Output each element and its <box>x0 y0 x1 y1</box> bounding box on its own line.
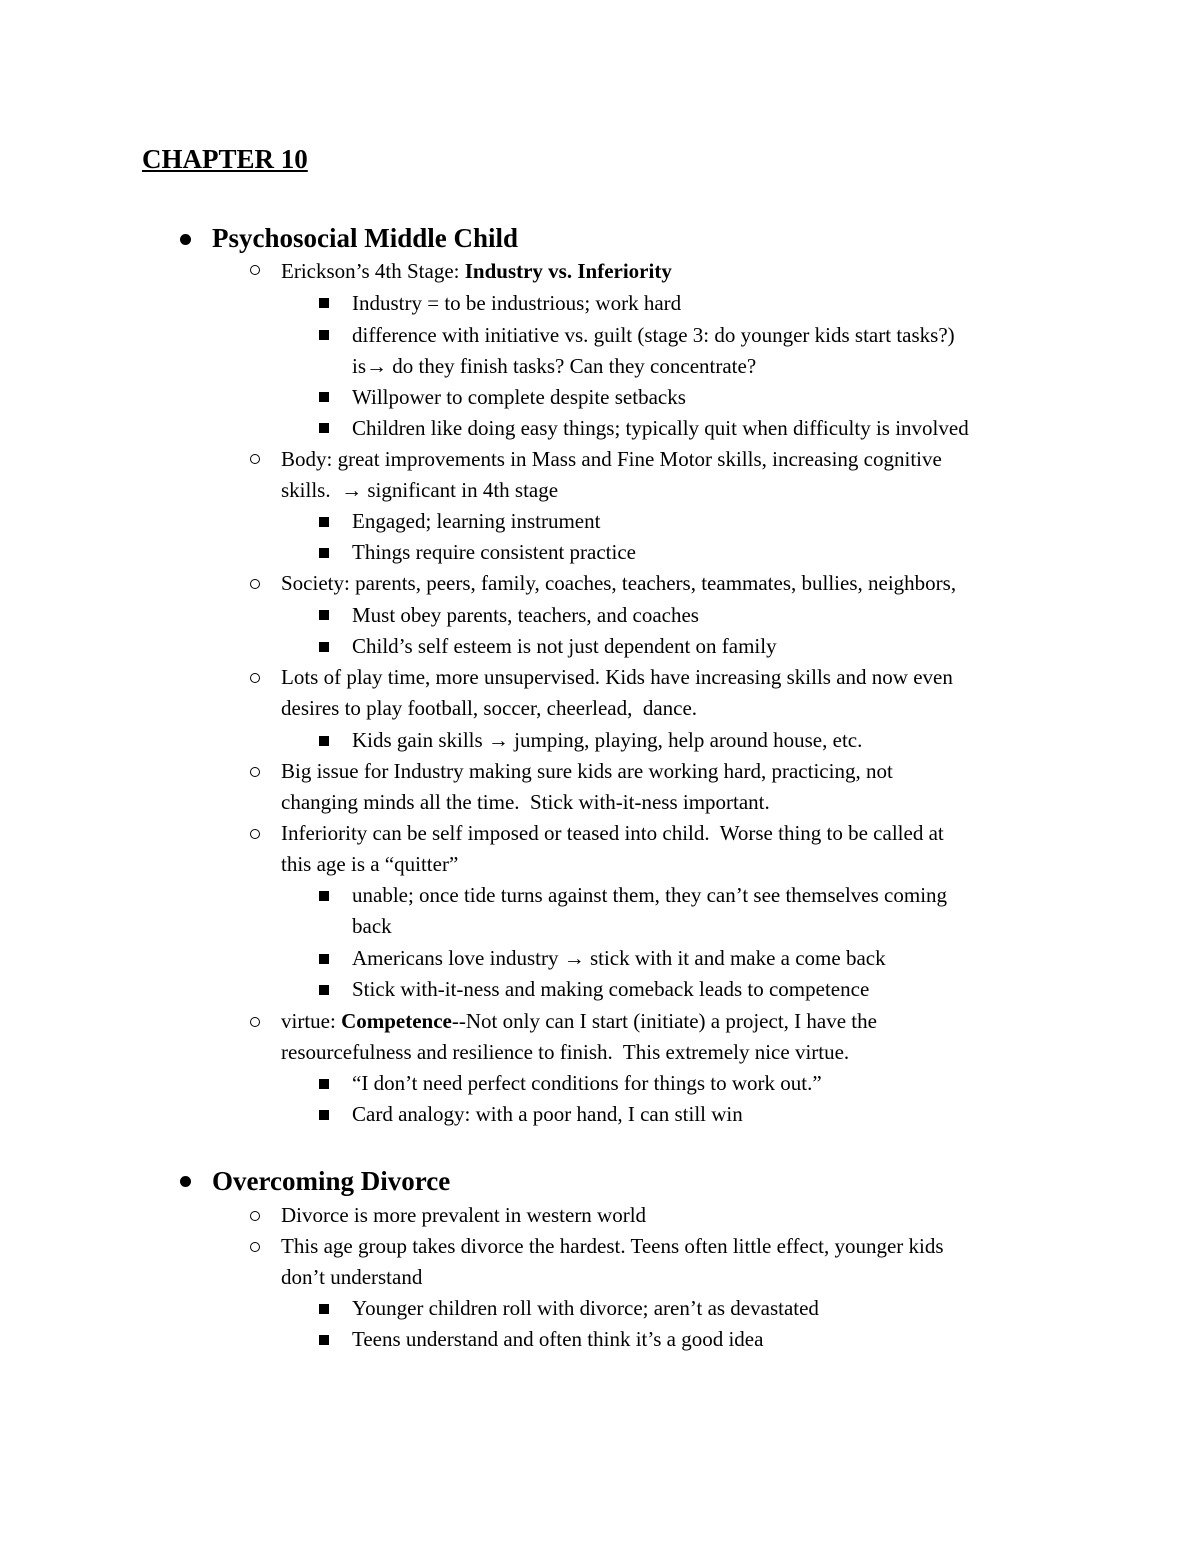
list-marker-square <box>319 985 329 995</box>
list-marker-square <box>319 954 329 964</box>
section-bullet <box>180 234 191 245</box>
list-subitem: Teens understand and often think it’s a good idea <box>352 1327 764 1351</box>
list-marker-circle <box>250 579 260 589</box>
list-item: Lots of play time, more unsupervised. Kids have increasing skills and now even <box>281 665 953 689</box>
list-item-continuation: don’t understand <box>281 1265 423 1289</box>
list-subitem-continuation: back <box>352 914 392 938</box>
list-item: This age group takes divorce the hardest. Teens often little effect, younger kids <box>281 1234 944 1258</box>
section-title: Psychosocial Middle Child <box>212 223 519 253</box>
list-marker-square <box>319 1079 329 1089</box>
section-title: Overcoming Divorce <box>212 1166 451 1196</box>
list-subitem: Americans love industry → stick with it and make a come back <box>352 946 886 970</box>
list-marker-square <box>319 1304 329 1314</box>
list-marker-square <box>319 610 329 620</box>
bold-term: Industry vs. Inferiority <box>464 259 672 283</box>
list-marker-square <box>319 298 329 308</box>
list-subitem: Child’s self esteem is not just dependent on family <box>352 634 777 658</box>
list-item: Big issue for Industry making sure kids are working hard, practicing, not <box>281 759 893 783</box>
list-marker-circle <box>250 1211 260 1221</box>
list-marker-square <box>319 423 329 433</box>
section-bullet <box>180 1176 191 1187</box>
list-marker-circle <box>250 265 260 275</box>
list-marker-circle <box>250 454 260 464</box>
list-marker-circle <box>250 767 260 777</box>
list-subitem: Card analogy: with a poor hand, I can still win <box>352 1102 743 1126</box>
list-marker-circle <box>250 829 260 839</box>
list-marker-circle <box>250 1242 260 1252</box>
list-marker-square <box>319 1335 329 1345</box>
list-item: virtue: Competence--Not only can I start (initiate) a project, I have the <box>281 1009 877 1033</box>
list-marker-square <box>319 392 329 402</box>
list-item: Body: great improvements in Mass and Fine Motor skills, increasing cognitive <box>281 447 942 471</box>
list-item: Divorce is more prevalent in western world <box>281 1203 647 1227</box>
list-marker-square <box>319 548 329 558</box>
list-marker-square <box>319 642 329 652</box>
list-item-continuation: changing minds all the time. Stick with-it-ness important. <box>281 790 770 814</box>
list-item: Society: parents, peers, family, coaches, teachers, teammates, bullies, neighbors, <box>281 571 957 595</box>
list-subitem: Things require consistent practice <box>352 540 636 564</box>
list-subitem: “I don’t need perfect conditions for things to work out.” <box>352 1071 822 1095</box>
list-marker-circle <box>250 673 260 683</box>
list-subitem: Willpower to complete despite setbacks <box>352 385 686 409</box>
list-marker-square <box>319 891 329 901</box>
list-subitem: unable; once tide turns against them, they can’t see themselves coming <box>352 883 948 907</box>
list-marker-square <box>319 736 329 746</box>
list-item: Inferiority can be self imposed or teased into child. Worse thing to be called at <box>281 821 944 845</box>
list-subitem: Industry = to be industrious; work hard <box>352 291 682 315</box>
list-item-continuation: skills. → significant in 4th stage <box>281 478 559 502</box>
list-item-continuation: resourcefulness and resilience to finish. This extremely nice virtue. <box>281 1040 850 1064</box>
list-subitem: Kids gain skills → jumping, playing, help around house, etc. <box>352 728 863 752</box>
list-subitem: Children like doing easy things; typically quit when difficulty is involved <box>352 416 969 440</box>
list-item-continuation: desires to play football, soccer, cheerlead, dance. <box>281 696 698 720</box>
list-marker-circle <box>250 1017 260 1027</box>
list-subitem: difference with initiative vs. guilt (stage 3: do younger kids start tasks?) <box>352 323 955 347</box>
bold-term: Competence <box>341 1009 452 1033</box>
list-marker-square <box>319 517 329 527</box>
list-subitem-continuation: is→ do they finish tasks? Can they concentrate? <box>352 354 757 378</box>
chapter-title: CHAPTER 10 <box>142 144 308 174</box>
list-subitem: Must obey parents, teachers, and coaches <box>352 603 699 627</box>
list-subitem: Younger children roll with divorce; aren’t as devastated <box>352 1296 819 1320</box>
list-subitem: Engaged; learning instrument <box>352 509 601 533</box>
list-marker-square <box>319 330 329 340</box>
list-subitem: Stick with-it-ness and making comeback leads to competence <box>352 977 870 1001</box>
list-marker-square <box>319 1110 329 1120</box>
list-item: Erickson’s 4th Stage: Industry vs. Inferiority <box>281 259 672 283</box>
list-item-continuation: this age is a “quitter” <box>281 852 459 876</box>
